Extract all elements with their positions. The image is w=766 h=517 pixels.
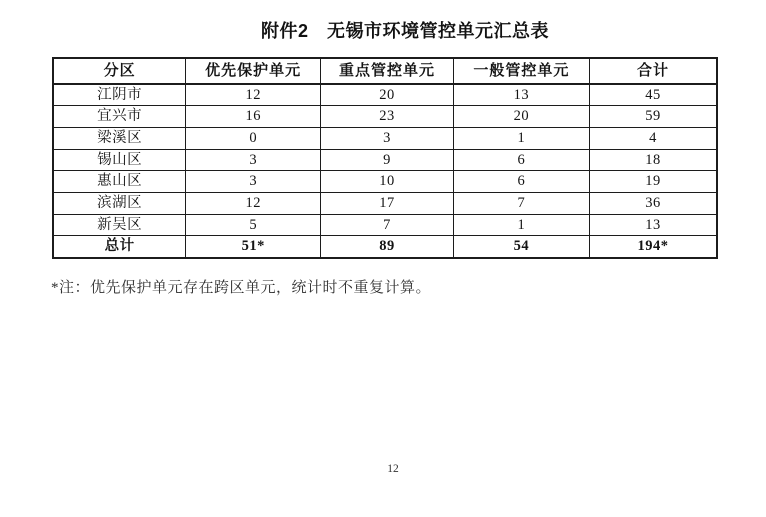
- table-cell: 0: [186, 127, 321, 149]
- page-number: 12: [387, 463, 399, 475]
- table-cell: 3: [186, 149, 321, 171]
- column-header-key-control: 重点管控单元: [321, 58, 454, 84]
- table-cell: 6: [453, 149, 589, 171]
- column-header-district: 分区: [53, 58, 186, 84]
- table-row: [53, 214, 717, 236]
- table-cell: 17: [321, 192, 454, 214]
- table-cell-district: 宜兴市: [53, 106, 186, 128]
- table-cell: 9: [321, 149, 454, 171]
- table-row: [53, 171, 717, 193]
- table-cell: 36: [589, 192, 717, 214]
- table-cell: 10: [321, 171, 454, 193]
- table-row: [53, 106, 717, 128]
- table-cell-district: 锡山区: [53, 149, 186, 171]
- column-header-general-control: 一般管控单元: [453, 58, 589, 84]
- table-row: [53, 149, 717, 171]
- table-cell-district: 总计: [53, 236, 186, 258]
- table-cell: 13: [589, 214, 717, 236]
- table-cell: 7: [453, 192, 589, 214]
- table-header-row: [53, 58, 717, 84]
- table-cell: 194*: [589, 236, 717, 258]
- table-cell: 16: [186, 106, 321, 128]
- summary-table: [52, 57, 718, 259]
- table-cell: 20: [321, 84, 454, 106]
- table-cell: 20: [453, 106, 589, 128]
- table-cell: 5: [186, 214, 321, 236]
- table-cell: 19: [589, 171, 717, 193]
- table-row: [53, 127, 717, 149]
- table-cell: 7: [321, 214, 454, 236]
- table-cell: 12: [186, 84, 321, 106]
- table-cell-district: 江阴市: [53, 84, 186, 106]
- table-cell: 45: [589, 84, 717, 106]
- table-cell: 3: [186, 171, 321, 193]
- table-cell: 13: [453, 84, 589, 106]
- table-cell: 23: [321, 106, 454, 128]
- table-cell: 51*: [186, 236, 321, 258]
- table-cell: 89: [321, 236, 454, 258]
- table-row-total: [53, 236, 717, 258]
- table-cell: 12: [186, 192, 321, 214]
- table-row: [53, 84, 717, 106]
- table-cell: 1: [453, 127, 589, 149]
- table-cell: 3: [321, 127, 454, 149]
- table-cell: 6: [453, 171, 589, 193]
- table-cell-district: 新吴区: [53, 214, 186, 236]
- table-cell: 1: [453, 214, 589, 236]
- table-cell: 59: [589, 106, 717, 128]
- table-cell-district: 惠山区: [53, 171, 186, 193]
- table-cell: 54: [453, 236, 589, 258]
- column-header-total: 合计: [589, 58, 717, 84]
- column-header-priority-protection: 优先保护单元: [186, 58, 321, 84]
- table-cell-district: 梁溪区: [53, 127, 186, 149]
- table-row: [53, 192, 717, 214]
- table-cell: 4: [589, 127, 717, 149]
- table-cell-district: 滨湖区: [53, 192, 186, 214]
- footnote: *注：优先保护单元存在跨区单元，统计时不重复计算。: [51, 280, 432, 296]
- page-title: 附件2 无锡市环境管控单元汇总表: [260, 21, 549, 41]
- table-cell: 18: [589, 149, 717, 171]
